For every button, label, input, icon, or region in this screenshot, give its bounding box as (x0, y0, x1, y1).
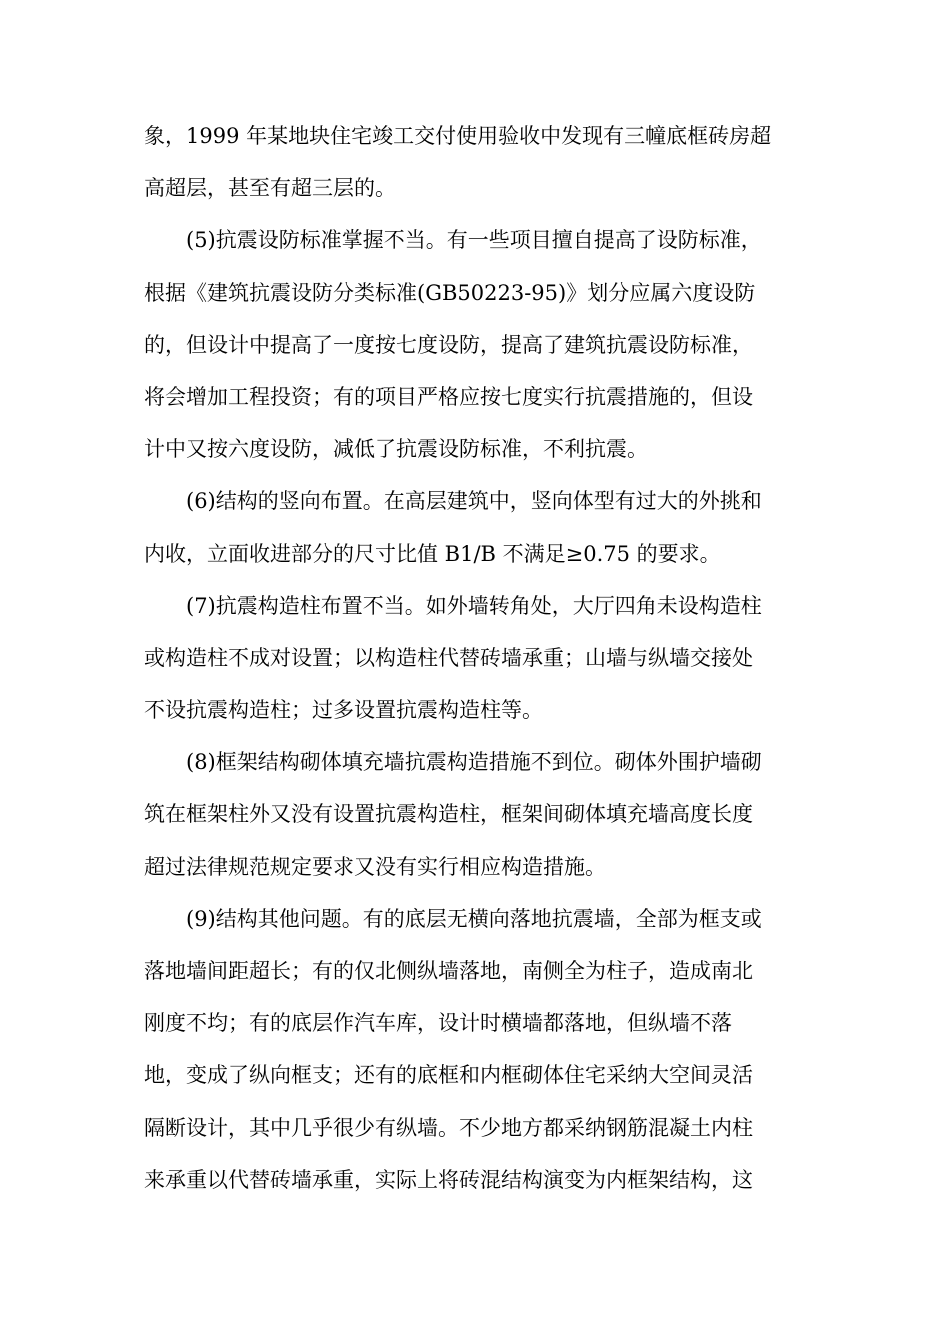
text-line: 刚度不均；有的底层作汽车库，设计时横墙都落地，但纵墙不落 (144, 1011, 732, 1036)
paragraph-p8 (144, 736, 806, 893)
paragraph-p0 (144, 110, 806, 214)
text-line: (8)框架结构砌体填充墙抗震构造措施不到位。砌体外围护墙砌 (186, 750, 762, 775)
text-line: 不设抗震构造柱；过多设置抗震构造柱等。 (144, 698, 543, 723)
document-body (144, 110, 806, 1206)
text-line: 将会增加工程投资；有的项目严格应按七度实行抗震措施的，但设 (144, 384, 753, 409)
text-line: 地，变成了纵向框支；还有的底框和内框砌体住宅采纳大空间灵活 (144, 1063, 753, 1088)
paragraph-p6 (144, 475, 806, 579)
text-line: 的，但设计中提高了一度按七度设防，提高了建筑抗震设防标准， (144, 332, 753, 357)
paragraph-p9 (144, 893, 806, 1206)
text-line: 隔断设计，其中几乎很少有纵墙。不少地方都采纳钢筋混凝土内柱 (144, 1115, 753, 1140)
text-line: 来承重以代替砖墙承重，实际上将砖混结构演变为内框架结构，这 (144, 1167, 753, 1192)
text-line: 超过法律规范规定要求又没有实行相应构造措施。 (144, 854, 606, 879)
text-line: 根据《建筑抗震设防分类标准(GB50223-95)》划分应属六度设防 (144, 280, 756, 305)
text-line: 或构造柱不成对设置；以构造柱代替砖墙承重；山墙与纵墙交接处 (144, 645, 753, 670)
paragraph-p7 (144, 580, 806, 737)
text-line: 落地墙间距超长；有的仅北侧纵墙落地，南侧全为柱子，造成南北 (144, 959, 753, 983)
text-line: (5)抗震设防标准掌握不当。有一些项目擅自提高了设防标准， (186, 228, 762, 253)
text-line: (7)抗震构造柱布置不当。如外墙转角处，大厅四角未设构造柱 (186, 593, 762, 618)
text-line: 内收，立面收进部分的尺寸比值 B1/B 不满足≥0.75 的要求。 (144, 541, 721, 566)
text-line: 高超层，甚至有超三层的。 (144, 176, 396, 201)
text-line: 计中又按六度设防，减低了抗震设防标准，不利抗震。 (144, 437, 648, 462)
text-line: 象，1999 年某地块住宅竣工交付使用验收中发现有三幢底框砖房超 (144, 124, 772, 148)
text-line: 筑在框架柱外又没有设置抗震构造柱，框架间砌体填充墙高度长度 (144, 802, 753, 827)
text-line: (6)结构的竖向布置。在高层建筑中，竖向体型有过大的外挑和 (186, 489, 762, 514)
text-line: (9)结构其他问题。有的底层无横向落地抗震墙，全部为框支或 (186, 906, 762, 931)
paragraph-p5 (144, 214, 806, 475)
